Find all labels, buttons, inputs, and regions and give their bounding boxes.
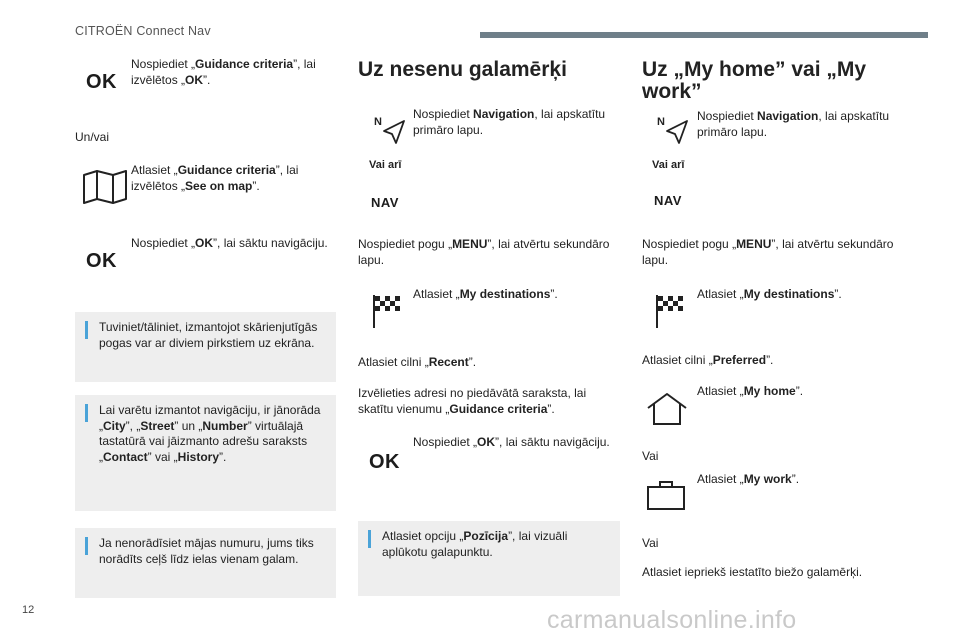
note-box-house-number <box>75 528 336 598</box>
ok-icon: OK <box>369 451 400 473</box>
home-icon <box>646 392 688 426</box>
col3-menu-text: Nospiediet pogu „MENU”, lai atvērtu sekundāro lapu. <box>642 237 894 267</box>
ok-icon: OK <box>86 250 117 272</box>
nav-icon: NAV <box>654 193 682 208</box>
col1-or-label: Un/vai <box>75 130 110 144</box>
svg-text:N: N <box>657 116 665 128</box>
col1-step2-text: Atlasiet „Guidance criteria”, lai izvēlētos „See on map”. <box>131 163 299 193</box>
note-text: Atlasiet opciju „Pozīcija”, lai vizuāli aplūkotu galapunktu. <box>382 529 568 559</box>
section-title-recent: Uz nesenu galamērķi <box>358 58 567 81</box>
checkered-flag-icon <box>654 293 684 329</box>
col3-work-text: Atlasiet „My work”. <box>697 472 800 486</box>
checkered-flag-icon <box>371 293 401 329</box>
col2-menu-text: Nospiediet pogu „MENU”, lai atvērtu sekundāro lapu. <box>358 237 610 267</box>
svg-text:N: N <box>374 116 382 128</box>
page-number: 12 <box>22 604 35 616</box>
col1-step1-text: Nospiediet „Guidance criteria”, lai izvēlētos „OK”. <box>131 57 316 87</box>
navigation-arrow-icon <box>655 113 691 145</box>
col2-recent-text: Atlasiet cilni „Recent”. <box>358 355 477 369</box>
note-text: Lai varētu izmantot navigāciju, ir jānorāda „City”, „Street” un „Number” virtuālajā tastatūrā vai jāizmanto adrešu saraksts „Contact” vai „History”. <box>99 403 321 464</box>
note-accent <box>85 404 88 422</box>
ok-icon: OK <box>86 71 117 93</box>
col3-preset-text: Atlasiet iepriekš iestatīto biežo galamērķi. <box>642 565 863 579</box>
or-also-label: Vai arī <box>369 159 402 171</box>
col1-step3-text: Nospiediet „OK”, lai sāktu navigāciju. <box>131 236 328 250</box>
note-box-zoom <box>75 312 336 382</box>
or-also-label: Vai arī <box>652 159 685 171</box>
map-icon <box>82 170 128 204</box>
briefcase-icon <box>646 479 686 511</box>
col2-step1-text: Nospiediet Navigation, lai apskatītu primāro lapu. <box>413 107 606 137</box>
note-text: Ja nenorādīsiet mājas numuru, jums tiks norādīts ceļš līdz ielas vienam galam. <box>99 536 314 566</box>
header-title: CITROËN Connect Nav <box>75 24 211 38</box>
note-accent <box>85 321 88 339</box>
note-accent <box>368 530 371 548</box>
note-text: Tuviniet/tāliniet, izmantojot skārienjutīgās pogas var ar diviem pirkstiem uz ekrāna. <box>99 320 318 350</box>
col3-dest-text: Atlasiet „My destinations”. <box>697 287 842 301</box>
col3-or2-label: Vai <box>642 536 659 550</box>
col3-step1-text: Nospiediet Navigation, lai apskatītu primāro lapu. <box>697 109 890 139</box>
watermark: carmanualsonline.info <box>547 606 797 634</box>
header-bar <box>480 32 928 38</box>
col2-choose-text: Izvēlieties adresi no piedāvātā saraksta, lai skatītu vienumu „Guidance criteria”. <box>358 386 587 416</box>
col3-preferred-text: Atlasiet cilni „Preferred”. <box>642 353 774 367</box>
section-title-home-work: Uz „My home” vai „My work” <box>642 58 867 103</box>
note-box-address <box>75 395 336 511</box>
navigation-arrow-icon <box>372 113 408 145</box>
note-box-position <box>358 521 620 596</box>
note-accent <box>85 537 88 555</box>
col3-or1-label: Vai <box>642 449 659 463</box>
nav-icon: NAV <box>371 195 399 210</box>
col3-home-text: Atlasiet „My home”. <box>697 384 804 398</box>
col2-dest-text: Atlasiet „My destinations”. <box>413 287 558 301</box>
col2-ok-text: Nospiediet „OK”, lai sāktu navigāciju. <box>413 435 610 449</box>
